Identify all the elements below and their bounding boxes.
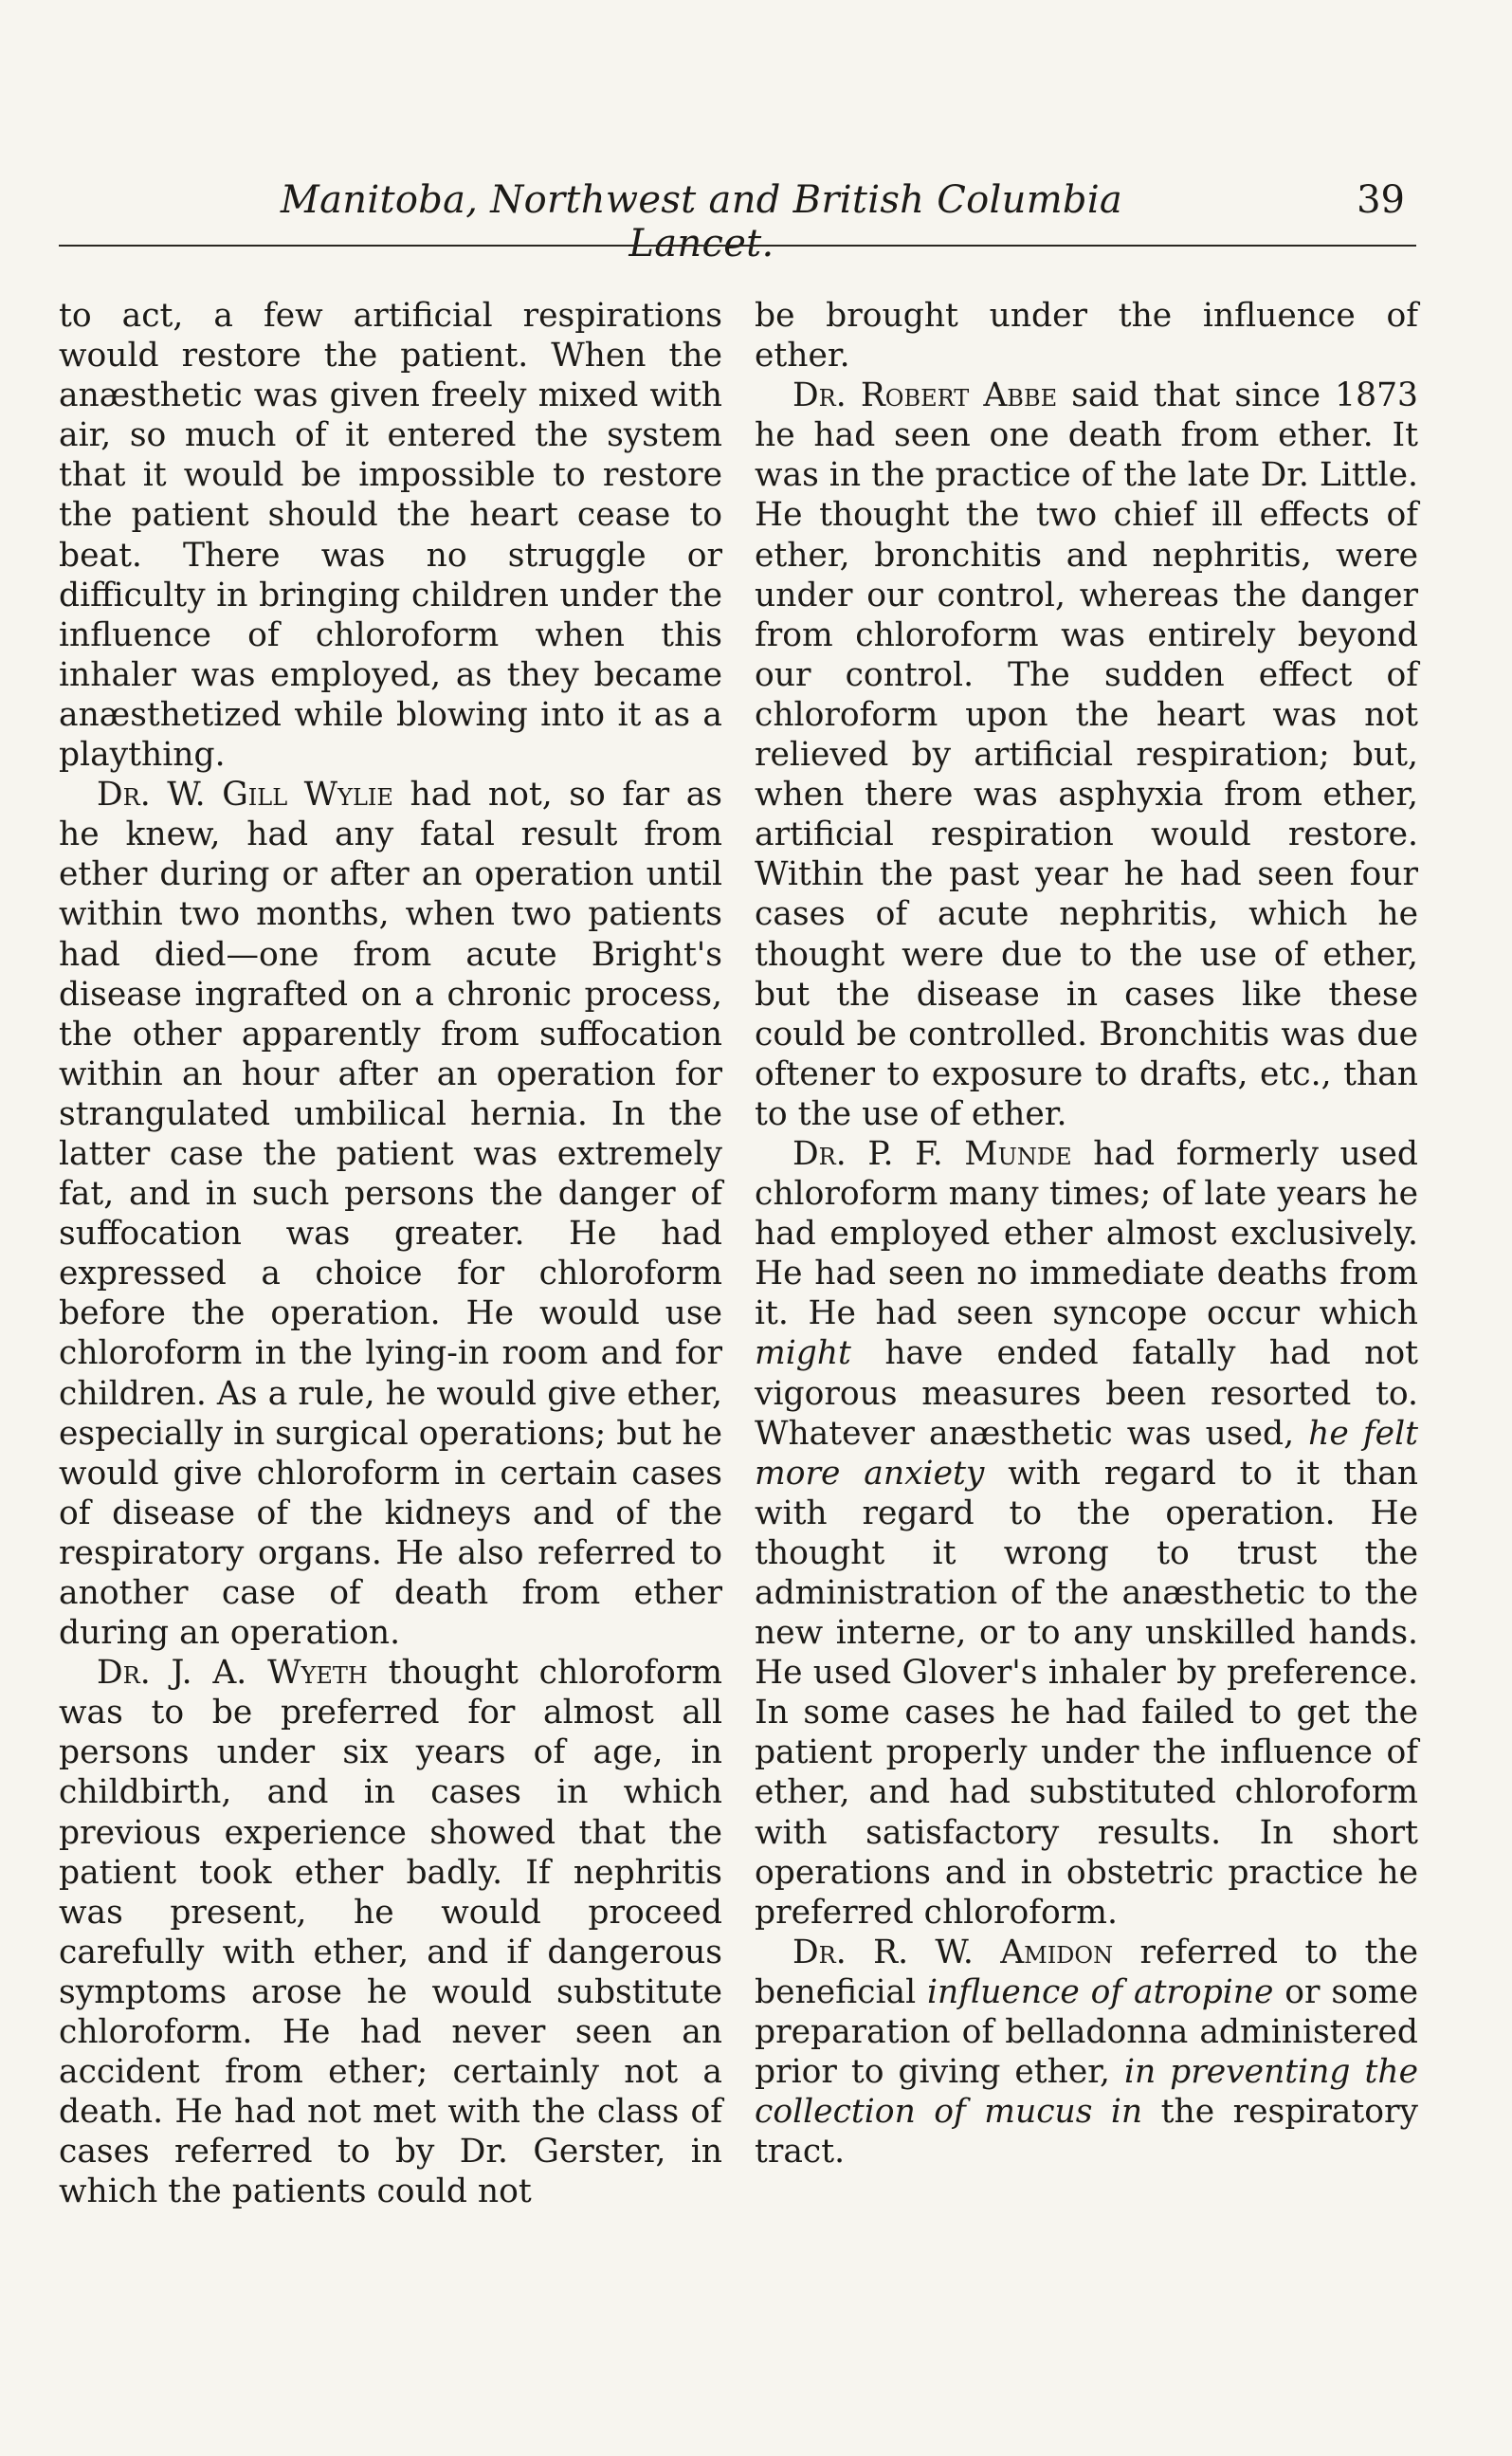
paragraph: [755, 296, 1418, 376]
speaker-name: Dr. W. Gill Wylie: [97, 776, 393, 815]
running-header: [59, 178, 1416, 266]
paragraph-text: had formerly used chloroform many times; of late years he had employed ether almost exclusively. He had seen no immediate deaths from it. He had seen syncope occur which: [755, 1134, 1418, 1333]
italic-text: he felt more anxiety: [755, 1414, 1418, 1493]
italic-text: in preventing the collection of mucus in: [755, 2053, 1418, 2132]
paragraph: [755, 376, 1418, 1134]
page-number: 39: [1357, 178, 1405, 222]
paragraph-text: thought chloroform was to be preferred for almost all persons under six years of age, in childbirth, and in cases in which previous experience showed that the patient took ether badly. If nephritis was present, he would proceed carefully with ether, and if dangerous symptoms arose he would substitute chloroform. He had never seen an accident from ether; certainly not a death. He had not met with the class of cases referred to by Dr. Gerster, in which the patients could not: [59, 1654, 723, 2211]
paragraph: [755, 1134, 1418, 1933]
paragraph: [59, 296, 722, 775]
speaker-name: Dr. P. F. Munde: [792, 1134, 1072, 1173]
paragraph-text: referred to the beneficial: [755, 1933, 1418, 2011]
paragraph-text: the respiratory tract.: [755, 2093, 1418, 2172]
paragraph-text: to act, a few artificial respirations would restore the patient. When the anæsthetic was given freely mixed with air, so much of it entered the system that it would be impossible to restore the patient should the heart cease to beat. There was no struggle or difficulty in bringing children under the influence of chloroform when this inhaler was employed, as they became anæsthetized while blowing into it as a plaything.: [59, 297, 722, 775]
paragraph-text: had not, so far as he knew, had any fatal result from ether during or after an operation until within two months, when two patients had died—one from acute Bright's disease ingrafted on a chronic process, the other apparently from suffocation within an hour after an operation for strangulated umbilical hernia. In the latter case the patient was extremely fat, and in such persons the danger of suffocation was greater. He had expressed a choice for chloroform before the operation. He would use chloroform in the lying-in room and for children. As a rule, he would give ether, especially in surgical operations; but he would give chloroform in certain cases of disease of the kidneys and of the respiratory organs. He also referred to another case of death from ether during an operation.: [59, 776, 723, 1653]
paragraph-text: said that since 1873 he had seen one death from ether. It was in the practice of the late Dr. Little. He thought the two chief ill effects of ether, bronchitis and nephritis, were under our control, whereas the danger from chloroform was entirely beyond our control. The sudden effect of chloroform upon the heart was not relieved by artificial respiration; but, when there was asphyxia from ether, artificial respiration would restore. Within the past year he had seen four cases of acute nephritis, which he thought were due to the use of ether, but the disease in cases like these could be controlled. Bronchitis was due oftener to exposure to drafts, etc., than to the use of ether.: [755, 376, 1418, 1133]
speaker-name: Dr. J. A. Wyeth: [97, 1654, 368, 1693]
speaker-name: Dr. Robert Abbe: [792, 376, 1058, 415]
paragraph-text: have ended fatally had not vigorous measures been resorted to. Whatever anæsthetic was used,: [755, 1334, 1418, 1453]
paragraph-text: be brought under the influence of ether.: [755, 297, 1418, 376]
paragraph: [755, 1933, 1418, 2172]
right-column: [755, 296, 1418, 2172]
paragraph: [59, 775, 722, 1653]
header-rule: [59, 245, 1416, 247]
paragraph-text: with regard to it than with regard to the operation. He thought it wrong to trust the administration of the anæsthetic to the new interne, or to any unskilled hands. He used Glover's inhaler by preference. In some cases he had failed to get the patient properly under the influence of ether, and had substituted chloroform with satisfactory results. In short operations and in obstetric practice he preferred chloroform.: [755, 1454, 1418, 1932]
italic-text: might: [755, 1334, 851, 1373]
speaker-name: Dr. R. W. Amidon: [792, 1933, 1114, 1971]
paragraph-text: or some preparation of belladonna administered prior to giving ether,: [755, 1972, 1418, 2092]
left-column: [59, 296, 722, 2212]
paragraph: [59, 1653, 722, 2211]
italic-text: influence of atropine: [926, 1972, 1274, 2011]
journal-title: Manitoba, Northwest and British Columbia Lancet.: [280, 178, 1123, 266]
